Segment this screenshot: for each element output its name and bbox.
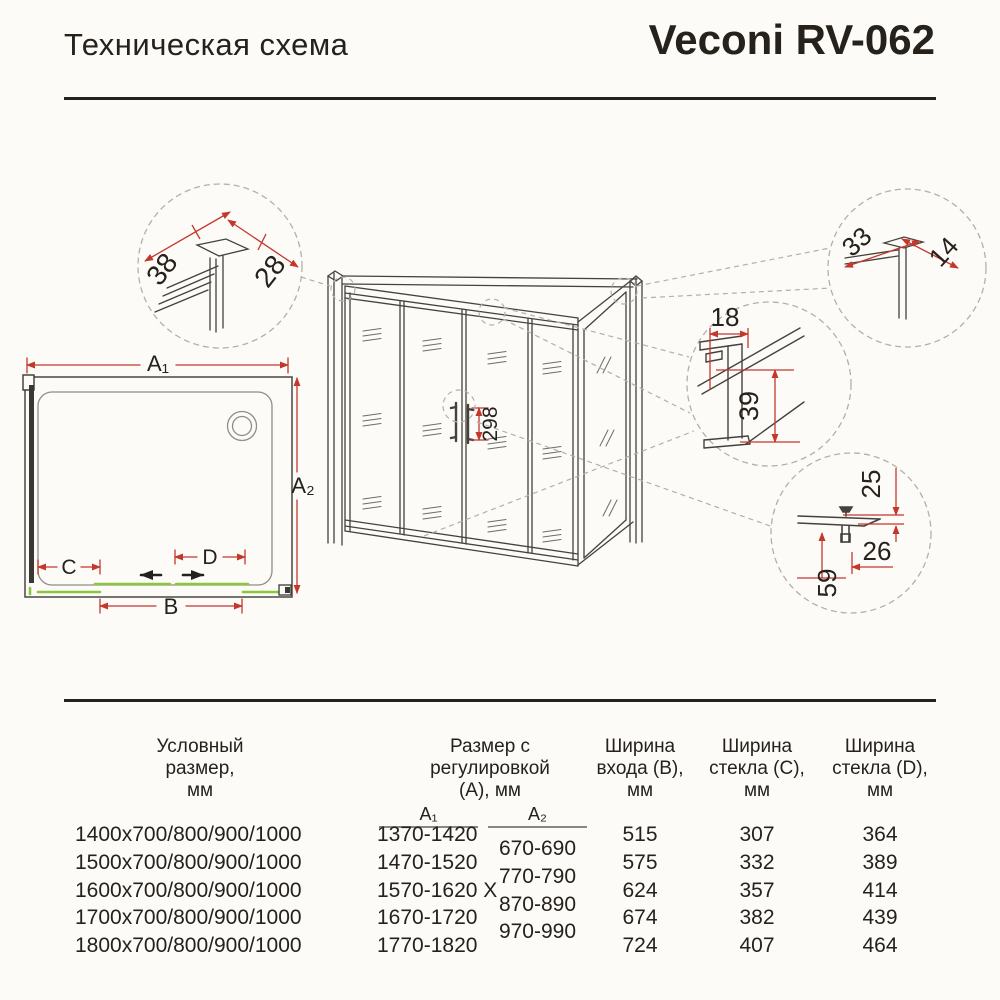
table-row-4-a1: 1670-1720 [377,906,478,929]
table-row-2-c: 332 [739,851,775,874]
table-row-3-a1: 1570-1620 X [377,879,498,902]
subheader-a2: А₂ [528,804,547,824]
col-header-size [110,736,290,802]
plan-label-a1: A₁ [146,351,170,376]
col-header-glass-c-line1: Ширина [721,736,793,757]
table-row-1-d: 364 [862,823,898,846]
col-header-adjust-line1: Размер с [449,736,531,757]
table-row-5-a1: 1770-1820 [377,934,478,957]
model-title: Veconi RV-062 [648,16,935,63]
col-header-glass-d-line2: стекла (D), [832,758,928,779]
table-a2-value-2: 770-790 [498,865,577,888]
col-header-entry-line2: входа (B), [596,758,684,779]
plan-side-glass [29,385,34,583]
table-a2-value-1: 670-690 [498,837,577,860]
table-row-4-size: 1700x700/800/900/1000 [75,906,302,929]
plan-corner-block [285,587,290,593]
plan-label-a2: A₂ [291,473,315,498]
table-divider [64,699,936,702]
table-row-3-size: 1600x700/800/900/1000 [75,879,302,902]
detail-rail-profile [687,302,851,466]
col-header-glass-d [808,736,952,802]
subheader-a2-underline [488,826,587,828]
col-header-adjust [395,736,585,802]
col-header-glass-c-line2: стекла (C), [709,758,805,779]
col-header-glass-d-line3: мм [866,780,894,801]
subheader-a1: А₁ [419,804,438,824]
col-header-glass-c [687,736,827,802]
plan-view [23,351,315,619]
col-header-entry-line3: мм [626,780,654,801]
col-header-glass-c-line3: мм [743,780,771,801]
plan-label-b: B [163,594,179,619]
table-row-2-size: 1500x700/800/900/1000 [75,851,302,874]
detail-label-59: 59 [812,568,842,598]
iso-label-298: 298 [479,406,502,442]
table-row-1-a1: 1370-1420 [377,823,478,846]
table-row-1-b: 515 [622,823,658,846]
table-row-2-a1: 1470-1520 [377,851,478,874]
detail-label-38: 38 [140,247,184,291]
detail-label-28: 28 [248,249,292,293]
table-row-5-d: 464 [862,934,898,957]
table-row-5-c: 407 [739,934,775,957]
technical-drawing [0,90,1000,700]
table-row-4-b: 674 [622,906,658,929]
detail-label-18: 18 [710,302,740,332]
detail-corner-top [138,184,302,348]
table-a2-value-4: 970-990 [498,920,577,943]
table-row-1-c: 307 [739,823,775,846]
detail-label-14: 14 [922,230,965,273]
table-row-2-b: 575 [622,851,658,874]
plan-drain-inner [233,417,252,436]
detail-wall-profile-top [828,189,986,347]
detail-label-33: 33 [835,220,878,263]
col-header-adjust-line2: регулировкой [430,758,550,779]
table-row-3-d: 414 [862,879,898,902]
detail-label-25: 25 [856,469,886,499]
detail-label-26: 26 [862,536,892,566]
iso-view [328,271,642,566]
table-row-4-c: 382 [739,906,775,929]
table-row-2-d: 389 [862,851,898,874]
table-a2-value-3: 870-890 [498,893,577,916]
plan-label-c: C [61,556,77,579]
table-row-3-b: 624 [622,879,658,902]
table-row-5-size: 1800x700/800/900/1000 [75,934,302,957]
page-title: Техническая схема [64,27,349,62]
table-row-4-d: 439 [862,906,898,929]
table-row-5-b: 724 [622,934,658,957]
col-header-adjust-line3: (А), мм [458,780,521,801]
detail-label-39: 39 [734,390,764,422]
detail-roller [771,453,931,613]
col-header-size-line3: мм [186,780,214,801]
plan-label-d: D [202,546,218,569]
col-header-entry-line1: Ширина [604,736,676,757]
col-header-size-line2: размер, [165,758,235,779]
table-row-1-size: 1400x700/800/900/1000 [75,823,302,846]
col-header-size-line1: Условный [156,736,244,757]
col-header-glass-d-line1: Ширина [844,736,916,757]
table-row-3-c: 357 [739,879,775,902]
